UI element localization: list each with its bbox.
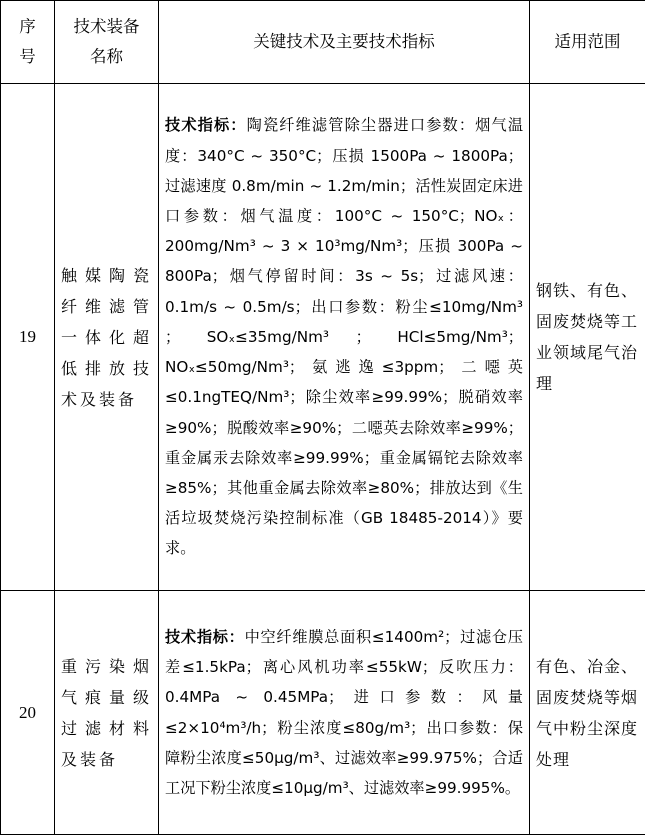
spec-text: 陶瓷纤维滤管除尘器进口参数：烟气温度：340°C ~ 350°C；压损 1500Pa ~ 1800Pa；过滤速度 0.8m/min ~ 1.2m/min；活性炭固定床进口参数：烟气温度：100°C ~ 150°C；NOₓ：200mg/Nm³ ~ 3 × 10³mg/Nm³；压损 300Pa ~ 800Pa；烟气停留时间：3s ~ 5s；过滤风速：0.1m/s ~ 0.5m/s；出口参数：粉尘≤10mg/Nm³ ； SOₓ≤35mg/Nm³ ； HCl≤5mg/Nm³；NOₓ≤50mg/Nm³；氨逃逸≤3ppm；二噁英≤0.1ngTEQ/Nm³；除尘效率≥99.99%；脱硝效率≥90%；脱酸效率≥90%；二噁英去除效率≥99%；重金属汞去除效率≥99.99%；重金属镉铊去除效率≥85%；其他重金属去除效率≥80%；排放达到《生活垃圾焚烧污染控制标准（GB 18485-2014）》要求。 — [165, 116, 524, 558]
table-row — [1, 591, 645, 835]
scope-cell: 钢铁、有色、固废焚烧等工业领域尾气治理 — [530, 84, 645, 591]
header-row — [1, 1, 645, 84]
row-number: 20 — [1, 591, 55, 835]
spec-cell — [159, 84, 530, 591]
scope-cell: 有色、冶金、固废焚烧等烟气中粉尘深度处理 — [530, 591, 645, 835]
spec-cell — [159, 591, 530, 835]
spec-label: 技术指标： — [165, 116, 247, 135]
header-name: 技术装备名称 — [55, 1, 159, 84]
header-no: 序号 — [1, 1, 55, 84]
header-spec: 关键技术及主要技术指标 — [159, 1, 530, 84]
spec-label: 技术指标： — [165, 627, 245, 646]
spec-text: 中空纤维膜总面积≤1400m²；过滤仓压差≤1.5kPa；离心风机功率≤55kW；反吹压力：0.4MPa ~ 0.45MPa；进口参数：风量≤2×10⁴m³/h；粉尘浓度≤80g/m³；出口参数：保障粉尘浓度≤50μg/m³、过滤效率≥99.975%；合适工况下粉尘浓度≤10μg/m³、过滤效率≥99.995%。 — [165, 627, 523, 797]
header-scope: 适用范围 — [530, 1, 645, 84]
equipment-name: 重污染烟气痕量级过滤材料及装备 — [55, 591, 159, 835]
table-row — [1, 84, 645, 591]
equipment-name: 触媒陶瓷纤维滤管一体化超低排放技术及装备 — [55, 84, 159, 591]
row-number: 19 — [1, 84, 55, 591]
